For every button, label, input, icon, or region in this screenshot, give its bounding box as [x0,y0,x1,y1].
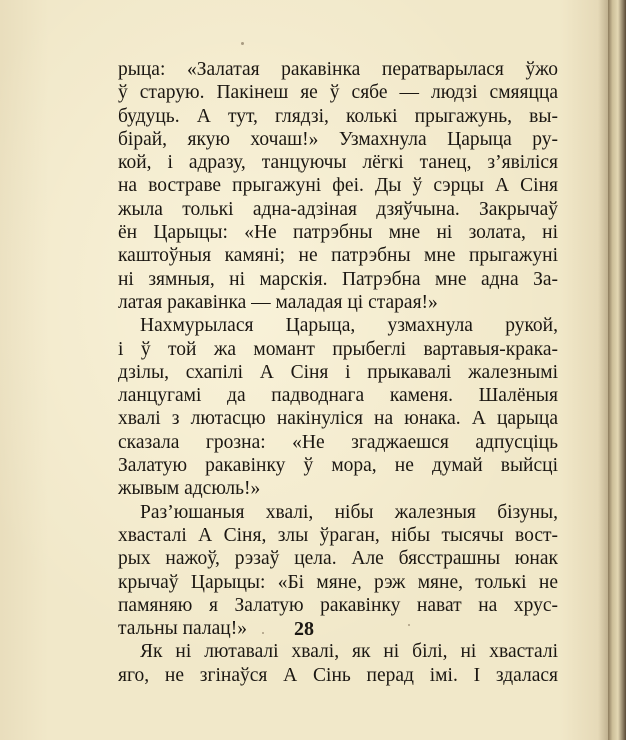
text-line: памяняю я Залатую ракавінку нават на хрус- [118,594,558,616]
text-line: Як ні лютавалі хвалі, як ні білі, ні хвасталі [140,641,558,663]
text-line: тальны палац!» [118,618,247,640]
text-line: Залатую ракавінку ў мора, не думай выйсці [118,455,558,477]
page-number: 28 [294,618,314,640]
text-line: рых нажоў, рэзаў цела. Але бясстрашны юнак [118,548,558,570]
book-edge [608,0,626,740]
body-text [118,58,558,687]
text-line: і ў той жа момант прыбеглі вартавыя-крака- [118,338,558,360]
text-line: жывым адсюль!» [118,478,261,500]
text-line: ні зямныя, ні марскія. Патрэбна мне адна За- [118,268,558,290]
text-line: будуць. А тут, глядзі, колькі прыгажунь, вы- [118,105,558,127]
text-line: латая ракавінка — маладая ці старая!» [118,291,438,313]
text-line: яго, не згінаўся А Сінь перад імі. І здалася [118,664,558,686]
text-line: сказала грозна: «Не згаджаешся адпусціць [118,431,558,453]
text-line: хвалі з лютасцю накінуліся на юнака. А царыца [118,408,558,430]
text-line: хвасталі А Сіня, злы ўраган, нібы тысячы вост- [118,524,558,546]
paper-speck [241,42,244,45]
page-edge-shadow [598,0,608,740]
text-line: бірай, якую хочаш!» Узмахнула Царыца ру- [118,128,558,150]
text-line: ланцугамі да падводнага каменя. Шалёныя [118,385,558,407]
text-line: ў старую. Пакінеш яе ў сябе — людзі смяяцца [118,82,558,104]
text-line: на востраве прыгажуні феі. Ды ў сэрцы А Сіня [118,175,558,197]
text-line: Нахмурылася Царыца, узмахнула рукой, [140,315,558,337]
paper-speck [408,624,410,626]
text-line: рыца: «Залатая ракавінка ператварылася ўжо [118,59,558,80]
text-line: кой, і адразу, танцуючы лёгкі танец, з’явіліся [118,152,558,174]
paper-speck [262,632,264,634]
text-line: каштоўныя камяні; не патрэбны мне прыгажуні [118,245,558,267]
text-line: жыла толькі адна-адзіная дзяўчына. Закрычаў [118,198,558,220]
text-line: ён Царыцы: «Не патрэбны мне ні золата, ні [118,222,558,244]
text-line: крычаў Царыцы: «Бі мяне, рэж мяне, толькі не [118,571,558,593]
text-line: дзілы, схапілі А Сіня і прыкавалі жалезнымі [118,361,558,383]
text-line: Раз’юшаныя хвалі, нібы жалезныя бізуны, [140,501,558,523]
